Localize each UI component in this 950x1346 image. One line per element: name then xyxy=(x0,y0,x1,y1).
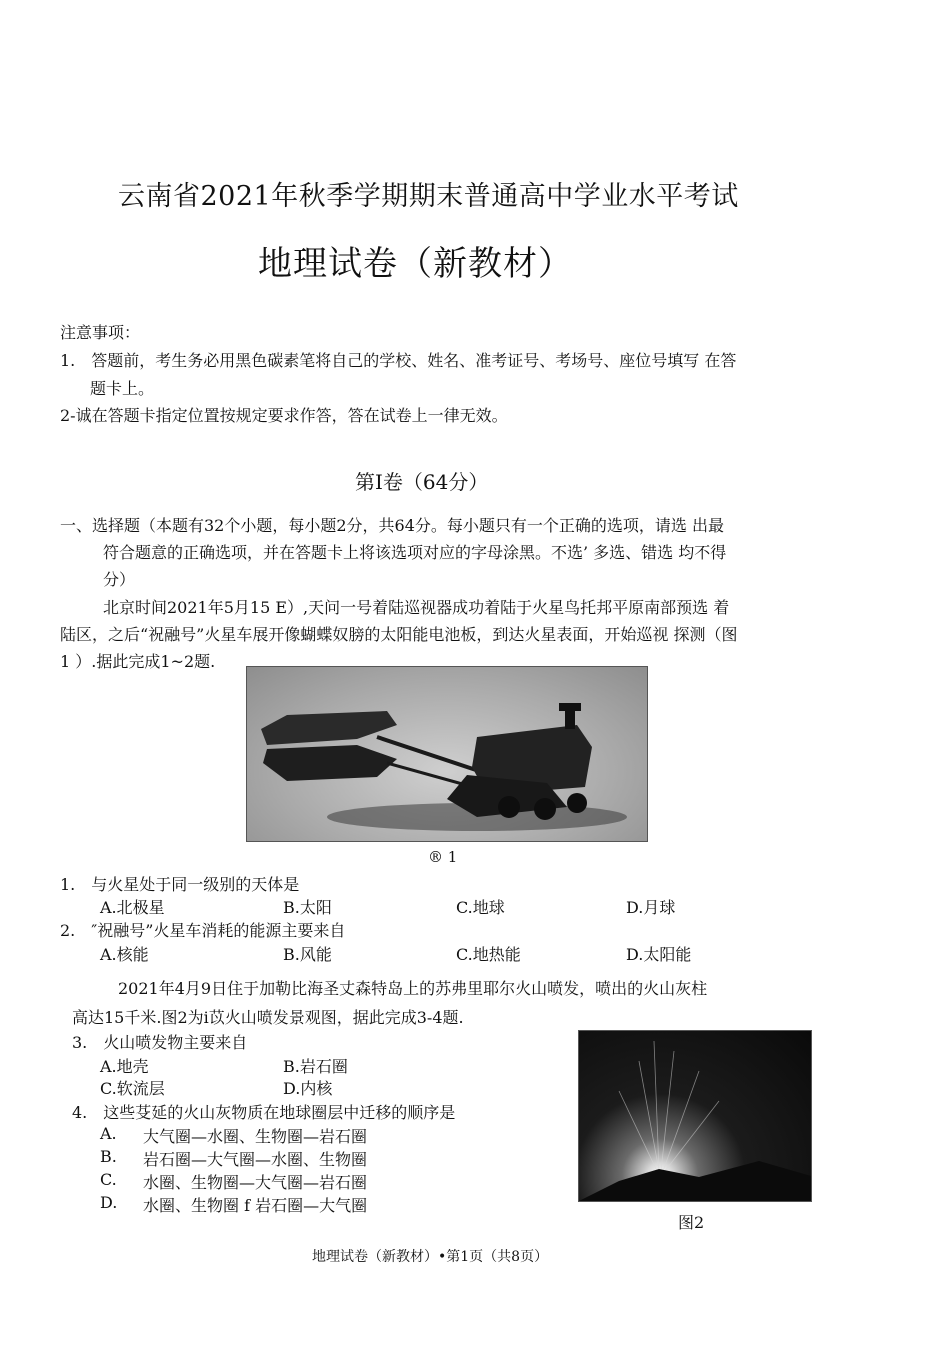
question-2-option-a[interactable]: A.核能 xyxy=(100,945,149,964)
question-1-option-d[interactable]: D.月球 xyxy=(626,898,676,917)
figure-2-volcano-photo xyxy=(578,1030,812,1202)
section-instructions-end: 分） xyxy=(103,570,136,589)
option-letter: D. xyxy=(100,1193,118,1212)
question-1-option-a[interactable]: A.北极星 xyxy=(100,898,165,917)
passage-1: 北京时间2021年5月15 E）,天问一号着陆巡视器成功着陆于火星鸟托邦平原南部预选 着 xyxy=(103,598,730,617)
figure-1-caption: ® 1 xyxy=(428,848,458,866)
section-instructions: 一、选择题（本题有32个小题，每小题2分，共64分。每小题只有一个正确的选项，请选 出最 xyxy=(60,516,724,535)
figure-2-caption: 图2 xyxy=(678,1213,705,1232)
option-text: 大气圈—水圈、生物圈—岩石圈 xyxy=(143,1127,368,1146)
question-2-option-b[interactable]: B.风能 xyxy=(283,945,332,964)
passage-2: 2021年4月9日住于加勒比海圣丈森特岛上的苏弗里耶尔火山喷发，喷出的火山灰柱 xyxy=(118,979,708,998)
option-text: 岩石圈—大气圈—水圈、生物圈 xyxy=(143,1150,368,1169)
question-3-option-b[interactable]: B.岩石圈 xyxy=(283,1057,348,1076)
notice-item-1-cont: 题卡上。 xyxy=(90,379,155,398)
exam-title: 云南省2021年秋季学期期末普通高中学业水平考试 xyxy=(118,181,739,212)
question-4-option-b[interactable] xyxy=(100,1147,368,1169)
question-3-stem: 3. 火山喷发物主要来自 xyxy=(72,1033,248,1052)
section-title: 第I卷（64分） xyxy=(355,470,489,494)
option-text: 水圈、生物圈 f 岩石圈—大气圈 xyxy=(143,1196,368,1215)
passage-2-cont: 高达15千米.图2为i苡火山喷发景观图，据此完成3-4题. xyxy=(72,1008,464,1027)
option-text: 水圈、生物圈—大气圈—岩石圈 xyxy=(143,1173,368,1192)
passage-1-end: 1 ）.据此完成1~2题. xyxy=(60,652,216,671)
question-3-option-a[interactable]: A.地壳 xyxy=(100,1057,149,1076)
section-instructions-cont: 符合题意的正确选项，并在答题卡上将该选项对应的字母涂黑。不选’ 多选、错选 均不得 xyxy=(103,543,727,562)
exam-subtitle: 地理试卷（新教材） xyxy=(258,244,573,284)
notice-item-2: 2-诚在答题卡指定位置按规定要求作答，答在试卷上一律无效。 xyxy=(60,406,508,425)
option-letter: A. xyxy=(100,1124,117,1143)
question-3-option-c[interactable]: C.软流层 xyxy=(100,1079,165,1098)
question-1-stem: 1. 与火星处于同一级别的天体是 xyxy=(60,875,300,894)
option-letter: C. xyxy=(100,1170,117,1189)
volcano-illustration xyxy=(579,1031,811,1201)
question-4-option-a[interactable] xyxy=(100,1124,368,1146)
page-footer: 地理试卷（新教材）•第1页（共8页） xyxy=(312,1249,549,1265)
question-4-option-d[interactable] xyxy=(100,1193,368,1215)
question-1-option-b[interactable]: B.太阳 xyxy=(283,898,332,917)
question-2-option-d[interactable]: D.太阳能 xyxy=(626,945,692,964)
question-1-option-c[interactable]: C.地球 xyxy=(456,898,505,917)
notice-item-1: 1. 答题前，考生务必用黑色碳素笔将自己的学校、姓名、准考证号、考场号、座位号填写 在答 xyxy=(60,351,737,370)
figure-1-rover-photo xyxy=(246,666,648,842)
passage-1-cont: 陆区，之后“祝融号”火星车展开像蝴蝶奴膀的太阳能电池板，到达火星表面，开始巡视 探测（图 xyxy=(60,625,738,644)
notice-heading: 注意事项： xyxy=(60,323,141,342)
option-letter: B. xyxy=(100,1147,117,1166)
question-2-option-c[interactable]: C.地热能 xyxy=(456,945,521,964)
question-3-option-d[interactable]: D.内核 xyxy=(283,1079,333,1098)
question-4-option-c[interactable] xyxy=(100,1170,368,1192)
question-4-stem: 4. 这些芟延的火山灰物质在地球圈层中迁移的顺序是 xyxy=(72,1103,456,1122)
rover-illustration xyxy=(247,667,647,841)
question-2-stem: 2. ″祝融号”火星车消耗的能源主要来自 xyxy=(60,921,346,940)
